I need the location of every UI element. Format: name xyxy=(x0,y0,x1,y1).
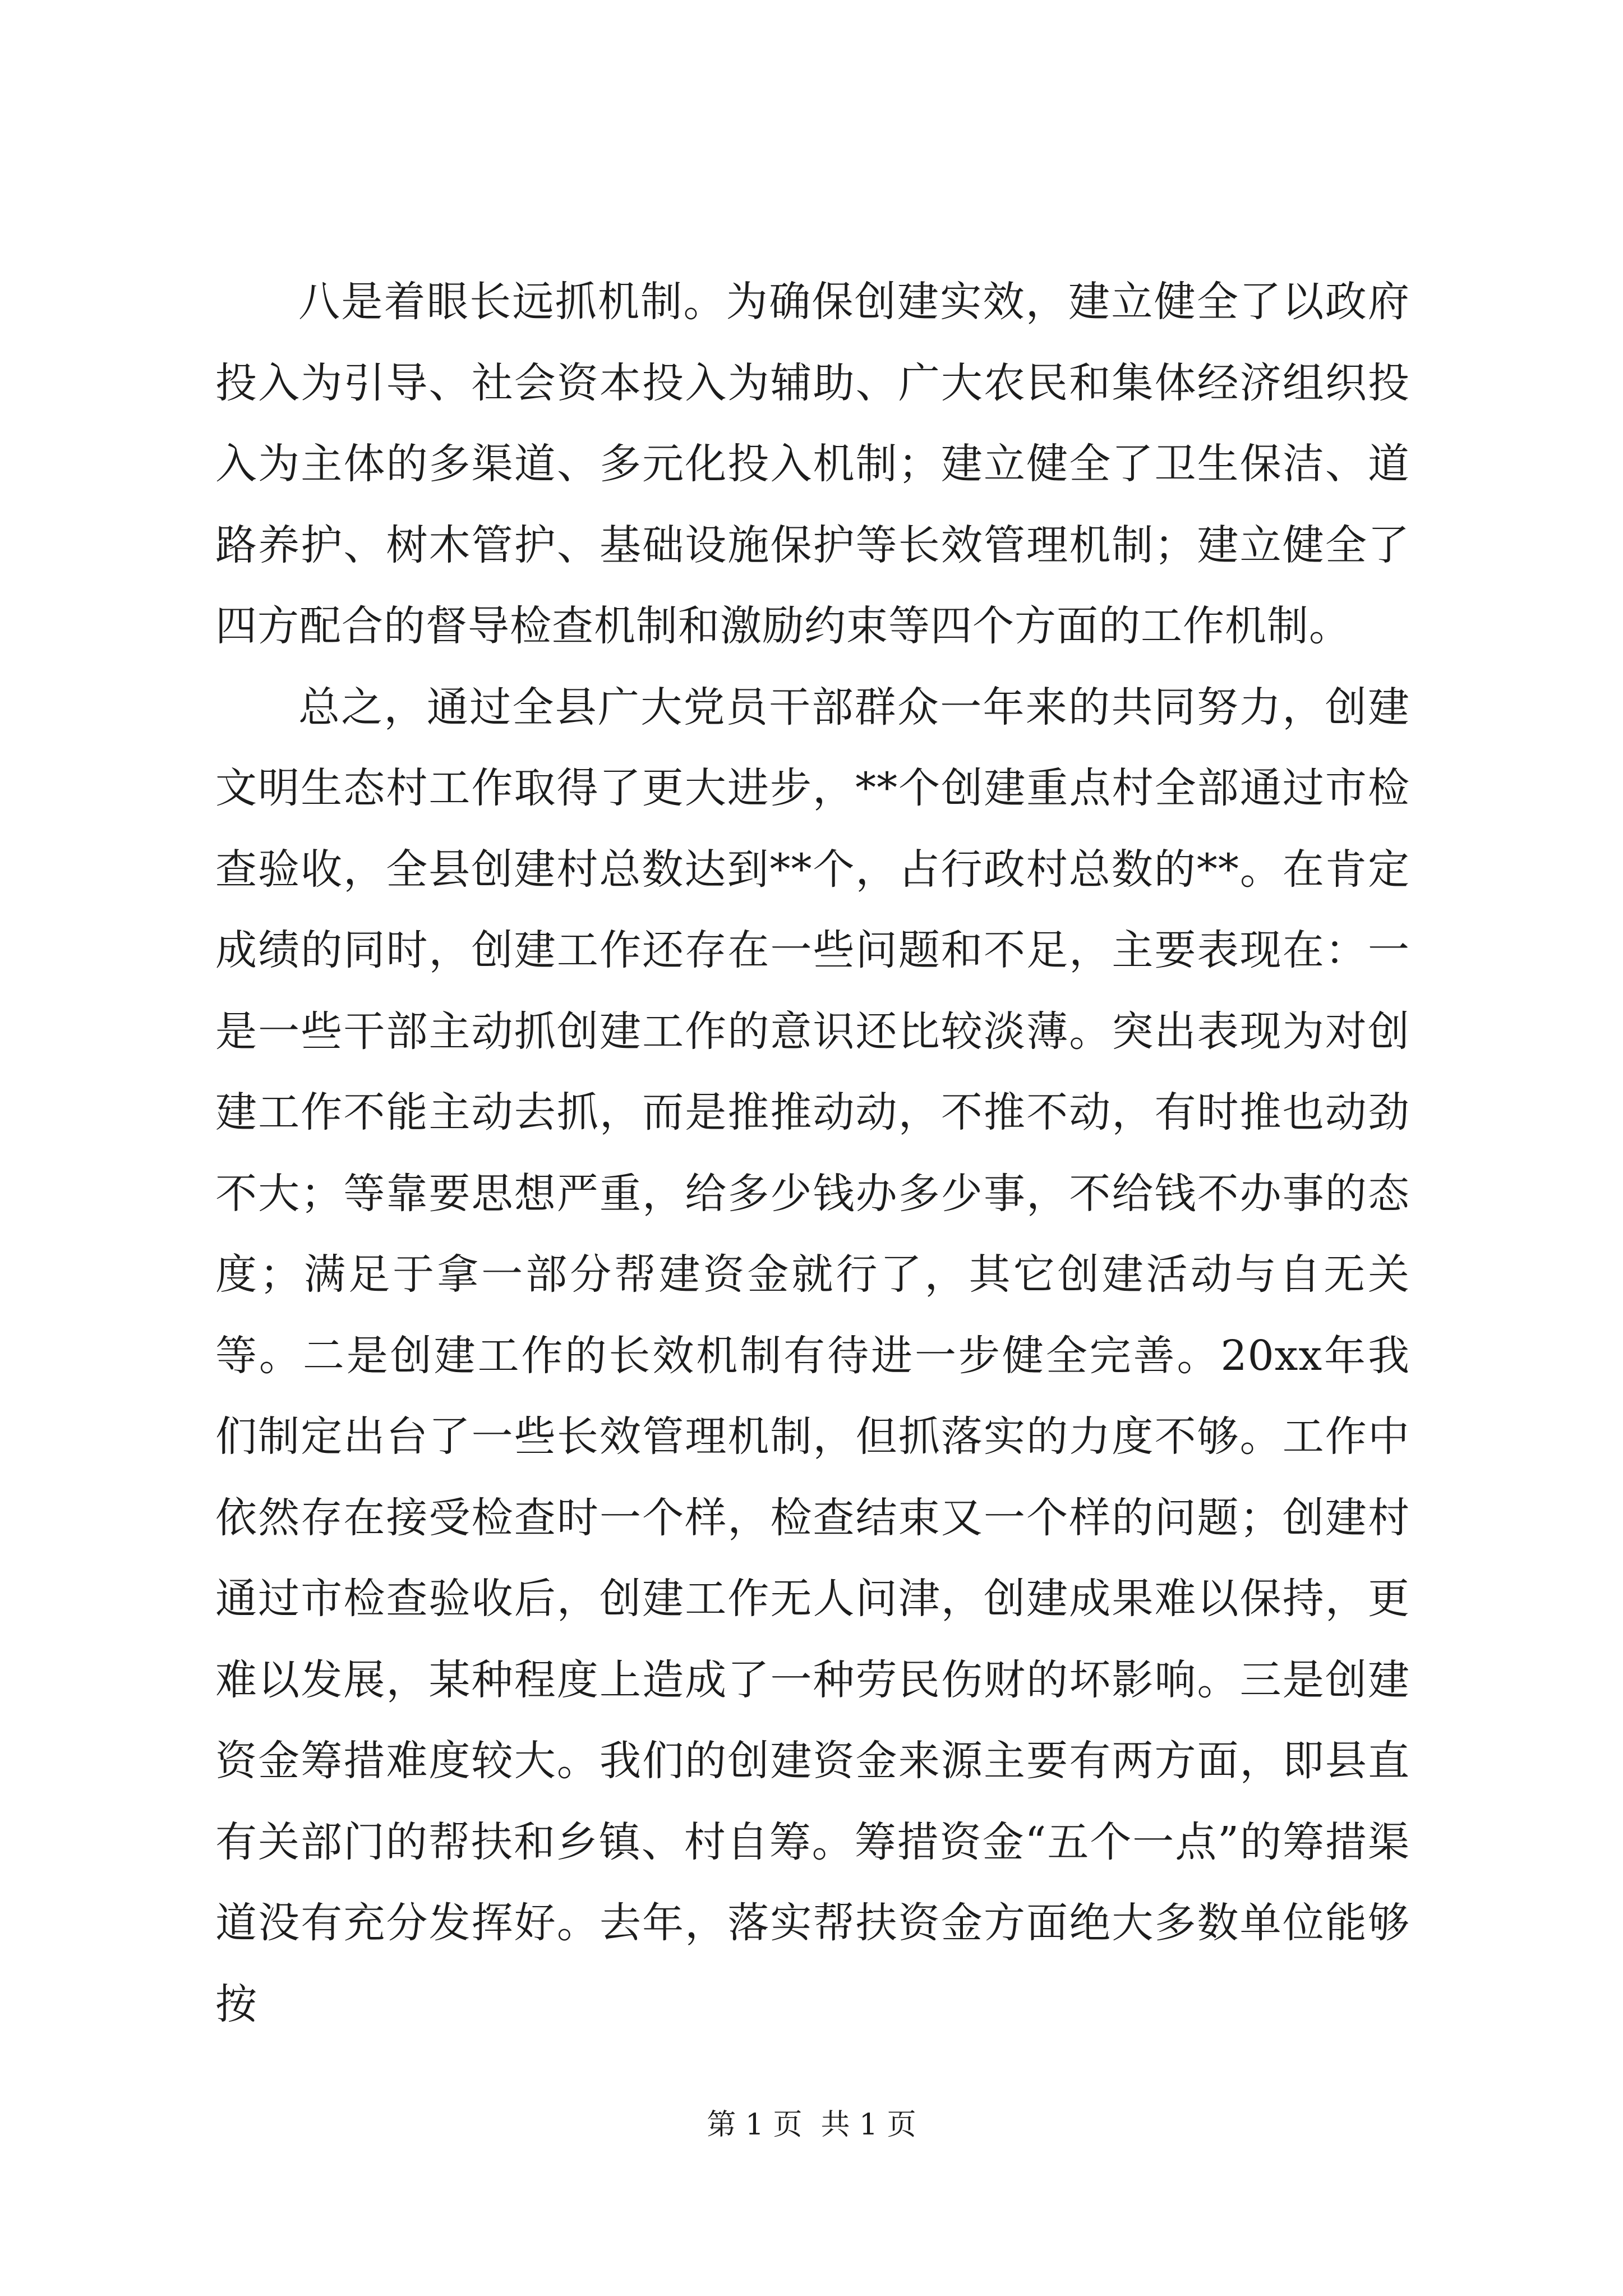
paragraph-mechanism: 八是着眼长远抓机制。为确保创建实效，建立健全了以政府投入为引导、社会资本投入为辅助、广大农民和集体经济组织投入为主体的多渠道、多元化投入机制；建立健全了卫生保洁、道路养护、树木管护、基础设施保护等长效管理机制；建立健全了四方配合的督导检查机制和激励约束等四个方面的工作机制。 xyxy=(215,278,1410,650)
page-footer: 第 1 页 共 1 页 xyxy=(707,2108,916,2142)
paragraph-summary: 总之，通过全县广大党员干部群众一年来的共同努力，创建文明生态村工作取得了更大进步，**个创建重点村全部通过市检查验收，全县创建村总数达到**个，占行政村总数的**。在肯定成绩的同时，创建工作还存在一些问题和不足，主要表现在：一是一些干部主动抓创建工作的意识还比较淡薄。突出表现为对创建工作不能主动去抓，而是推推动动，不推不动，有时推也动劲不大；等靠要思想严重，给多少钱办多少事，不给钱不办事的态度；满足于拿一部分帮建资金就行了，其它创建活动与自无关等。二是创建工作的长效机制有待进一步健全完善。20xx年我们制定出台了一些长效管理机制，但抓落实的力度不够。工作中依然存在接受检查时一个样，检查结束又一个样的问题；创建村通过市检查验收后，创建工作无人问津，创建成果难以保持，更难以发展，某种程度上造成了一种劳民伤财的坏影响。三是创建资金筹措难度较大。我们的创建资金来源主要有两方面，即县直有关部门的帮扶和乡镇、村自筹。筹措资金“五个一点”的筹措渠道没有充分发挥好。去年，落实帮扶资金方面绝大多数单位能够按 xyxy=(215,683,1410,2028)
document-body xyxy=(215,261,1410,2045)
